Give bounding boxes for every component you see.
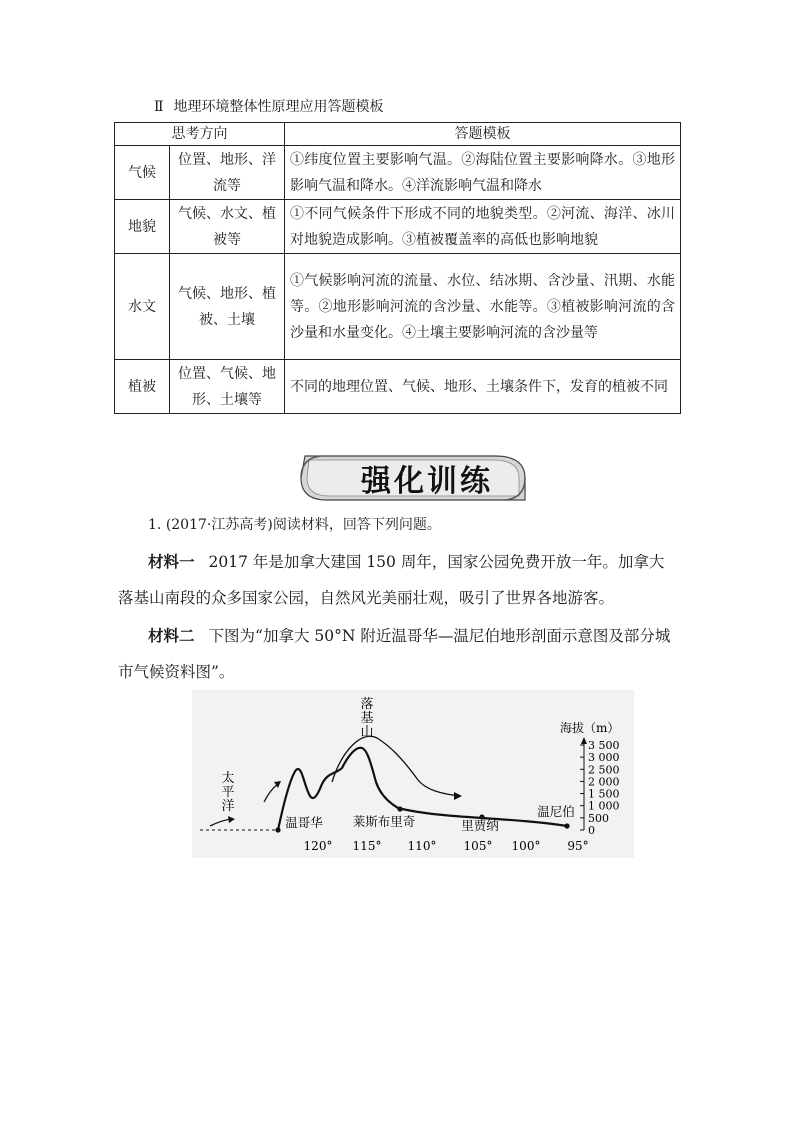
row-category: 水文 [115, 254, 170, 360]
header-direction: 思考方向 [115, 123, 285, 146]
row-template: ①纬度位置主要影响气温。②海陆位置主要影响降水。③地形影响气温和降水。④洋流影响气温和降水 [285, 146, 681, 200]
city-label: 里贾纳 [461, 818, 499, 833]
elevation-tick-label: 500 [588, 811, 609, 825]
row-template: ①不同气候条件下形成不同的地貌类型。②河流、海洋、冰川对地貌造成影响。③植被覆盖率的高低也影响地貌 [285, 200, 681, 254]
training-banner [297, 448, 529, 504]
city-label: 温哥华 [285, 815, 323, 830]
material-text: 2017 年是加拿大建国 150 周年，国家公园免费开放一年。加拿大落基山南段的众多国家公园，自然风光美丽壮观，吸引了世界各地游客。 [118, 553, 665, 607]
ocean-wind-arrowhead [228, 816, 235, 823]
elevation-tick-label: 2 000 [588, 775, 620, 789]
elevation-tick-label: 2 500 [588, 763, 620, 777]
table-row [115, 146, 681, 200]
elevation-tick-label: 3 000 [588, 751, 620, 765]
longitude-ticks [304, 839, 589, 853]
row-category: 地貌 [115, 200, 170, 254]
city-markers [275, 804, 574, 833]
longitude-tick-label: 120° [303, 839, 333, 853]
elevation-tick-label: 0 [588, 824, 595, 837]
row-template: ①气候影响河流的流量、水位、结冰期、含沙量、汛期、水能等。②地形影响河流的含沙量、水能等。③植被影响河流的含沙量和水量变化。④土壤主要影响河流的含沙量等 [285, 254, 681, 360]
airflow-arrowhead [454, 792, 462, 800]
upslope-wind-arrow [264, 784, 278, 802]
section-heading: 地理环境整体性原理应用答题模板 [173, 99, 384, 115]
question-number: 1. [148, 517, 162, 533]
banner-title: 强化训练 [361, 464, 493, 499]
city-dot [275, 827, 280, 832]
section-number: Ⅱ [154, 99, 164, 115]
row-factors: 位置、气候、地形、土壤等 [170, 360, 285, 414]
table-row [115, 360, 681, 414]
elevation-tick-label: 1 500 [588, 787, 620, 801]
longitude-tick-label: 95° [567, 839, 589, 853]
elevation-tick-label: 3 500 [588, 739, 620, 752]
row-template: 不同的地理位置、气候、地形、土壤条件下，发育的植被不同 [285, 360, 681, 414]
row-factors: 位置、地形、洋流等 [170, 146, 285, 200]
mountain-label: 落基山 [360, 697, 374, 740]
axis-arrowhead [581, 737, 587, 744]
city-dot [564, 823, 569, 828]
question-heading [148, 514, 441, 534]
row-category: 植被 [115, 360, 170, 414]
terrain-profile-diagram [192, 690, 634, 858]
ocean-label: 太平洋 [221, 771, 235, 814]
longitude-tick-label: 110° [407, 839, 437, 853]
longitude-tick-label: 100° [511, 839, 541, 853]
answer-template-table [114, 122, 681, 414]
row-category: 气候 [115, 146, 170, 200]
material-label: 材料二 [148, 626, 195, 645]
question-prompt: 阅读材料，回答下列问题。 [272, 517, 441, 533]
terrain-profile-figure [192, 690, 634, 858]
city-dot [397, 806, 402, 811]
city-label: 莱斯布里奇 [352, 814, 416, 829]
material-one [118, 544, 678, 616]
city-label: 温尼伯 [537, 804, 575, 819]
table-header-row [115, 123, 681, 146]
header-template: 答题模板 [285, 123, 681, 146]
elevation-tick-label: 1 000 [588, 799, 620, 813]
longitude-tick-label: 105° [463, 839, 493, 853]
airflow-curve [332, 736, 460, 796]
question-source: (2017·江苏高考) [165, 517, 273, 533]
row-factors: 气候、水文、植被等 [170, 200, 285, 254]
longitude-tick-label: 115° [352, 839, 382, 853]
axis-title: 海拔（m） [560, 721, 620, 735]
material-two [118, 618, 678, 690]
table-row [115, 200, 681, 254]
material-label: 材料一 [148, 552, 195, 571]
elevation-ticks [580, 739, 620, 837]
row-factors: 气候、地形、植被、土壤 [170, 254, 285, 360]
section-title [154, 96, 384, 116]
table-row [115, 254, 681, 360]
material-text: 下图为“加拿大 50°N 附近温哥华—温尼伯地形剖面示意图及部分城市气候资料图”。 [118, 627, 671, 681]
